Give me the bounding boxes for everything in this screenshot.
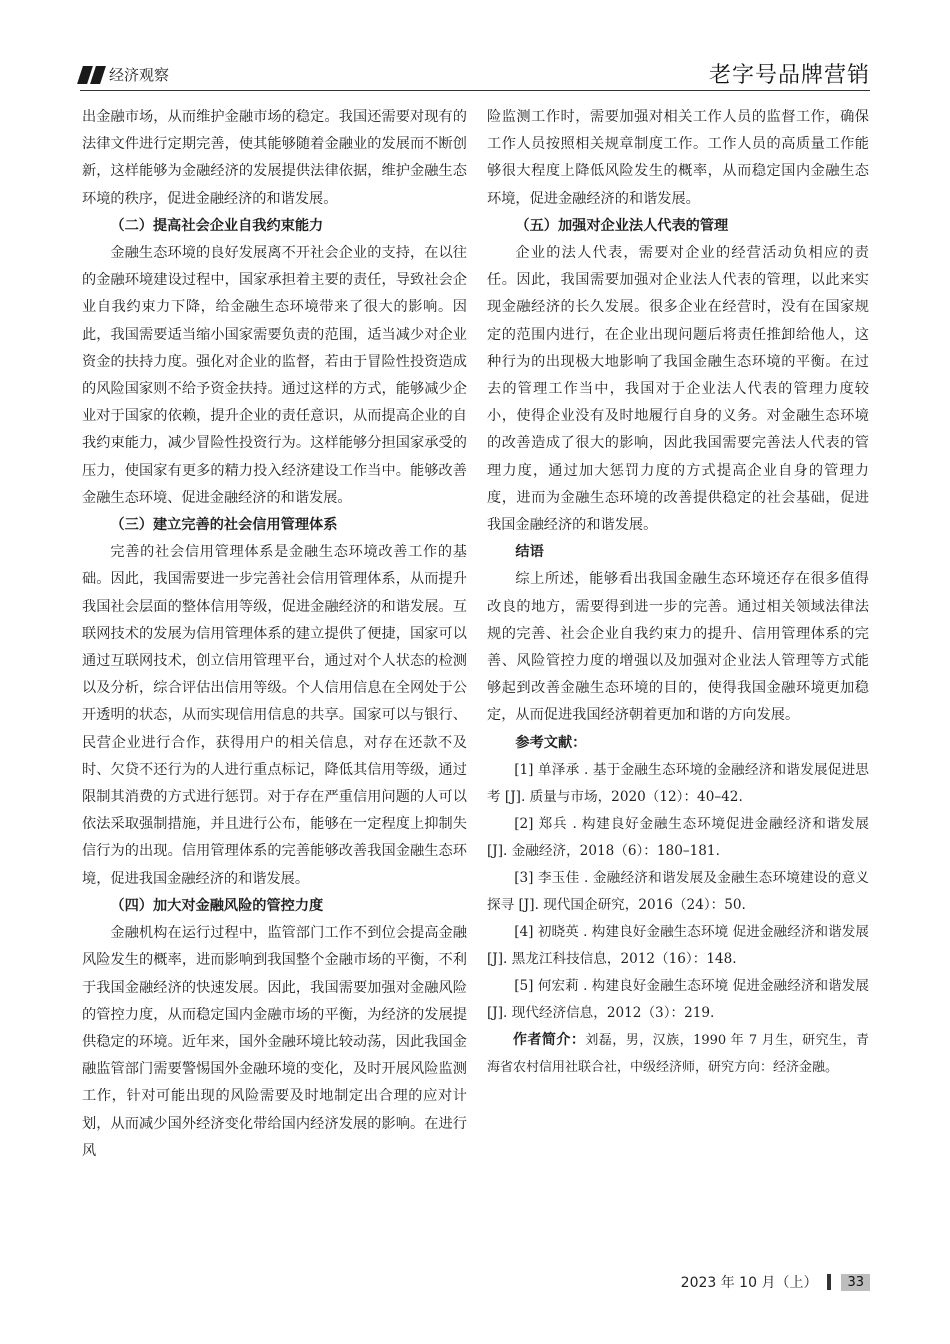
conclusion-heading: 结语 bbox=[515, 544, 544, 561]
paragraph: 金融机构在运行过程中，监管部门工作不到位会提高金融风险发生的概率，进而影响到我国整个金融市场的平衡，不利于我国金融经济的快速发展。因此，我国需要加强对金融风险的管控力度，从而稳定国内金融市场的平衡，为经济的发展提供稳定的环境。近年来，国外金融环境比较动荡，因此我国金融监管部门需要警惕国外金融环境的变化，及时开展风险监测工作，针对可能出现的风险需要及时地制定出合理的应对计划，从而减少国外经济变化带给国内经济发展的影响。在进行风 bbox=[82, 925, 467, 1159]
section-heading: （二）提高社会企业自我约束能力 bbox=[110, 217, 324, 234]
author-label: 作者简介： bbox=[513, 1031, 586, 1048]
reference-item: [2] 郑兵 . 构建良好金融生态环境促进金融经济和谐发展 [J]. 金融经济，2018（6）：180–181. bbox=[487, 815, 869, 859]
paragraph: 企业的法人代表，需要对企业的经营活动负相应的责任。因此，我国需要加强对企业法人代表的管理，以此来实现金融经济的长久发展。很多企业在经营时，没有在国家规定的范围内进行，在企业出现问题后将责任推卸给他人，这种行为的出现极大地影响了我国金融生态环境的平衡。在过去的管理工作当中，我国对于企业法人代表的管理力度较小，使得企业没有及时地履行自身的义务。对金融生态环境的改善造成了很大的影响，因此我国需要完善法人代表的管理力度，通过加大惩罚力度的方式提高企业自身的管理力度，进而为金融生态环境的改善提供稳定的社会基础，促进我国金融经济的和谐发展。 bbox=[487, 245, 869, 534]
author-bio bbox=[487, 1027, 869, 1081]
page-number: 33 bbox=[841, 1274, 870, 1291]
right-column bbox=[487, 104, 869, 1081]
reference-item: [5] 何宏莉 . 构建良好金融生态环境 促进金融经济和谐发展 [J]. 现代经济信息，2012（3）：219. bbox=[487, 977, 869, 1021]
reference-item: [4] 初晓英 . 构建良好金融生态环境 促进金融经济和谐发展 [J]. 黑龙江科技信息，2012（16）：148. bbox=[487, 923, 869, 967]
section-heading: （三）建立完善的社会信用管理体系 bbox=[110, 517, 338, 534]
author-text: 刘磊，男，汉族，1990 年 7 月生，研究生，青海省农村信用社联合社，中级经济师，研究方向：经济金融。 bbox=[487, 1032, 869, 1075]
references-heading: 参考文献： bbox=[515, 734, 587, 751]
section-name: 经济观察 bbox=[109, 66, 170, 84]
left-column bbox=[82, 104, 467, 1165]
paragraph: 险监测工作时，需要加强对相关工作人员的监督工作，确保工作人员按照相关规章制度工作。工作人员的高质量工作能够很大程度上降低风险发生的概率，从而稳定国内金融生态环境，促进金融经济的和谐发展。 bbox=[487, 109, 869, 207]
reference-item: [1] 单泽承 . 基于金融生态环境的金融经济和谐发展促进思考 [J]. 质量与市场，2020（12）：40–42. bbox=[487, 761, 869, 805]
reference-item: [3] 李玉佳 . 金融经济和谐发展及金融生态环境建设的意义探寻 [J]. 现代国企研究，2016（24）：50. bbox=[487, 869, 869, 913]
footer-divider bbox=[827, 1274, 831, 1290]
section-heading: （四）加大对金融风险的管控力度 bbox=[110, 897, 324, 914]
header-bars-icon bbox=[80, 66, 103, 84]
section-heading: （五）加强对企业法人代表的管理 bbox=[515, 217, 729, 234]
paragraph: 金融生态环境的良好发展离不开社会企业的支持，在以往的金融环境建设过程中，国家承担着主要的责任，导致社会企业自我约束力下降，给金融生态环境带来了很大的影响。因此，我国需要适当缩小国家需要负责的范围，适当减少对企业资金的扶持力度。强化对企业的监督，若由于冒险性投资造成的风险国家则不给予资金扶持。通过这样的方式，能够减少企业对于国家的依赖，提升企业的责任意识，从而提高企业的自我约束能力，减少冒险性投资行为。这样能够分担国家承受的压力，使国家有更多的精力投入经济建设工作当中。能够改善金融生态环境、促进金融经济的和谐发展。 bbox=[82, 245, 467, 506]
paragraph: 完善的社会信用管理体系是金融生态环境改善工作的基础。因此，我国需要进一步完善社会信用管理体系，从而提升我国社会层面的整体信用等级，促进金融经济的和谐发展。互联网技术的发展为信用管理体系的建立提供了便捷，国家可以通过互联网技术，创立信用管理平台，通过对个人状态的检测以及分析，综合评估出信用等级。个人信用信息在全网处于公开透明的状态，从而实现信用信息的共享。国家可以与银行、民营企业进行合作，获得用户的相关信息，对存在还款不及时、欠贷不还行为的人进行重点标记，降低其信用等级，通过限制其消费的方式进行惩罚。对于存在严重信用问题的人可以依法采取强制措施，并且进行公布，能够在一定程度上抑制失信行为的出现。信用管理体系的完善能够改善我国金融生态环境，促进我国金融经济的和谐发展。 bbox=[82, 544, 467, 887]
column-name: 老字号品牌营销 bbox=[708, 63, 870, 88]
paragraph: 综上所述，能够看出我国金融生态环境还存在很多值得改良的地方，需要得到进一步的完善。通过相关领域法律法规的完善、社会企业自我约束力的提升、信用管理体系的完善、风险管控力度的增强以及加强对企业法人管理等方式能够起到改善金融生态环境的目的，使得我国金融环境更加稳定，从而促进我国经济朝着更加和谐的方向发展。 bbox=[487, 571, 869, 724]
header-rule bbox=[80, 90, 870, 91]
journal-header bbox=[80, 64, 169, 85]
issue-date: 2023 年 10 月（上） bbox=[680, 1275, 818, 1291]
page-footer bbox=[681, 1272, 870, 1292]
paragraph: 出金融市场，从而维护金融市场的稳定。我国还需要对现有的法律文件进行定期完善，使其能够随着金融业的发展而不断创新，这样能够为金融经济的发展提供法律依据，维护金融生态环境的秩序，促进金融经济的和谐发展。 bbox=[82, 109, 467, 207]
